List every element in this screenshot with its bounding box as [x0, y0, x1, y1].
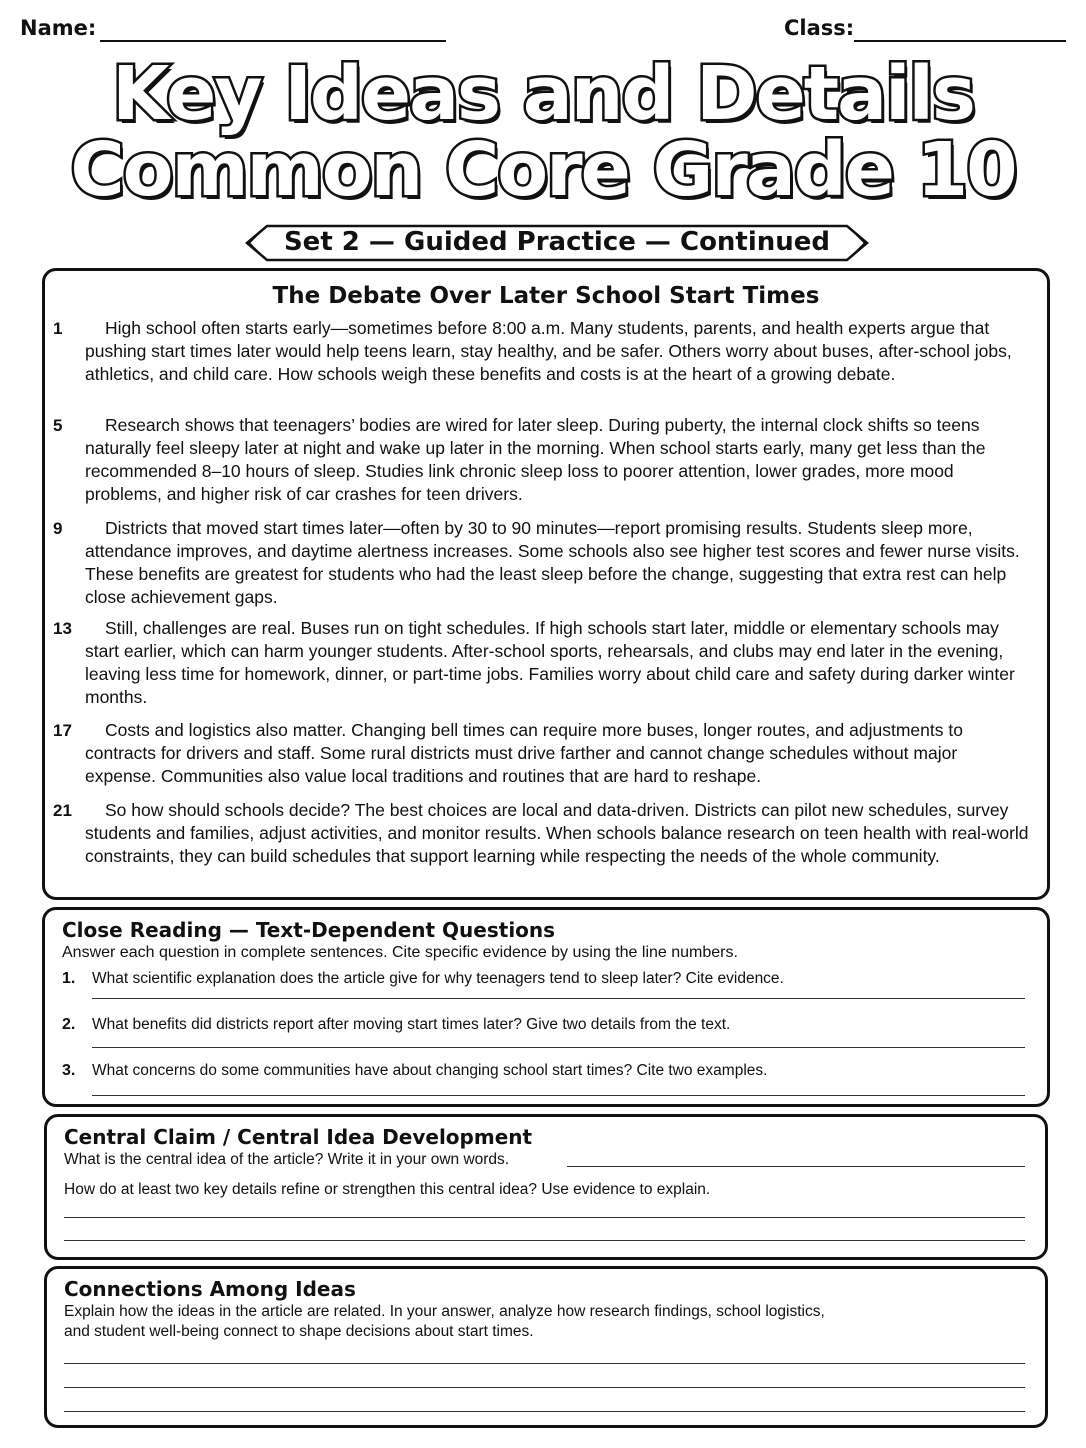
question-number: 3.	[62, 1062, 76, 1079]
name-field[interactable]	[100, 40, 446, 42]
answer-line[interactable]	[64, 1217, 1025, 1218]
connections-section	[44, 1266, 1048, 1428]
answer-line[interactable]	[92, 1095, 1025, 1096]
answer-line[interactable]	[64, 1387, 1025, 1388]
answer-line[interactable]	[567, 1166, 1025, 1167]
paragraph	[53, 317, 1033, 386]
answer-line[interactable]	[92, 998, 1025, 999]
central-idea-prompt: What is the central idea of the article? Write it in your own words.	[64, 1151, 510, 1168]
paragraph-text: Research shows that teenagers’ bodies are wired for later sleep. During puberty, the internal clock shifts so teens naturally feel sleepy later at night and wake up later in the morning. When school starts early, many get less than the recommended 8–10 hours of sleep. Studies link chronic sleep loss to poorer attention, lower grades, more mood problems, and higher risk of car crashes for teen drivers.	[85, 415, 986, 504]
question-text: What concerns do some communities have about changing school start times? Cite two examples.	[92, 1062, 768, 1079]
reading-passage-box	[42, 268, 1050, 900]
answer-line[interactable]	[64, 1363, 1025, 1364]
paragraph-text: Districts that moved start times later—often by 30 to 90 minutes—report promising results. Students sleep more, attendance improves, and daytime alertness increases. Some schools also see higher test scores and fewer nurse visits. These benefits are greatest for students who had the least sleep before the change, suggesting that extra rest can help close achievement gaps.	[85, 518, 1020, 607]
section-title: Close Reading — Text-Dependent Questions	[62, 918, 556, 942]
class-field[interactable]	[854, 40, 1066, 42]
paragraph	[53, 719, 1033, 788]
line-number: 1	[53, 319, 63, 338]
paragraph-text: Still, challenges are real. Buses run on tight schedules. If high schools start later, middle or elementary schools may start earlier, which can harm younger students. After-school sports, rehearsals, and clubs may end later in the evening, leaving less time for homework, dinner, or part-time jobs. Families worry about child care and safety during darker winter months.	[85, 618, 1015, 707]
question-number: 2.	[62, 1016, 76, 1033]
paragraph	[53, 799, 1033, 868]
paragraph	[53, 414, 1033, 506]
answer-line[interactable]	[64, 1411, 1025, 1412]
worksheet-title	[0, 51, 1086, 213]
answer-line[interactable]	[64, 1240, 1025, 1241]
name-label: Name:	[20, 16, 97, 40]
central-claim-section	[44, 1114, 1048, 1260]
class-label: Class:	[784, 16, 855, 40]
connections-prompt-line-1: Explain how the ideas in the article are related. In your answer, analyze how research findings, school logistics,	[64, 1303, 825, 1320]
paragraph	[53, 617, 1033, 709]
title-line-1: Key Ideas and Details	[112, 51, 974, 137]
set-banner	[245, 223, 869, 263]
line-number: 13	[53, 619, 72, 638]
question-text: What benefits did districts report after moving start times later? Give two details from the text.	[92, 1016, 731, 1033]
question-text: What scientific explanation does the article give for why teenagers tend to sleep later? Cite evidence.	[92, 970, 784, 987]
title-line-2: Common Core Grade 10	[70, 127, 1016, 213]
paragraph-text: High school often starts early—sometimes before 8:00 a.m. Many students, parents, and health experts argue that pushing start times later would help teens learn, stay healthy, and be safer. Others worry about buses, after-school jobs, athletics, and child care. How schools weigh these benefits and costs is at the heart of a growing debate.	[85, 318, 1012, 384]
section-title: Connections Among Ideas	[64, 1277, 356, 1301]
paragraph-text: So how should schools decide? The best choices are local and data-driven. Districts can pilot new schedules, survey students and families, adjust activities, and monitor results. When schools balance research on teen health with real-world constraints, they can build schedules that support learning while respecting the needs of the whole community.	[85, 800, 1029, 866]
key-details-prompt: How do at least two key details refine or strengthen this central idea? Use evidence to explain.	[64, 1181, 711, 1198]
line-number: 9	[53, 519, 63, 538]
paragraph	[53, 517, 1033, 609]
line-number: 5	[53, 416, 63, 435]
close-reading-section	[42, 907, 1050, 1107]
answer-line[interactable]	[92, 1047, 1025, 1048]
paragraph-text: Costs and logistics also matter. Changing bell times can require more buses, longer routes, and adjustments to contracts for drivers and staff. Some rural districts must drive farther and cannot change schedules without major expense. Communities also value local traditions and routines that are hard to reshape.	[85, 720, 963, 786]
article-title: The Debate Over Later School Start Times	[272, 283, 820, 309]
header	[20, 16, 1066, 46]
line-number: 21	[53, 801, 72, 820]
line-number: 17	[53, 721, 72, 740]
section-instructions: Answer each question in complete sentences. Cite specific evidence by using the line numbers.	[62, 944, 738, 961]
section-title: Central Claim / Central Idea Development	[64, 1125, 533, 1149]
banner-text: Set 2 — Guided Practice — Continued	[283, 227, 831, 257]
connections-prompt-line-2: and student well-being connect to shape decisions about start times.	[64, 1323, 534, 1340]
question-number: 1.	[62, 970, 76, 987]
